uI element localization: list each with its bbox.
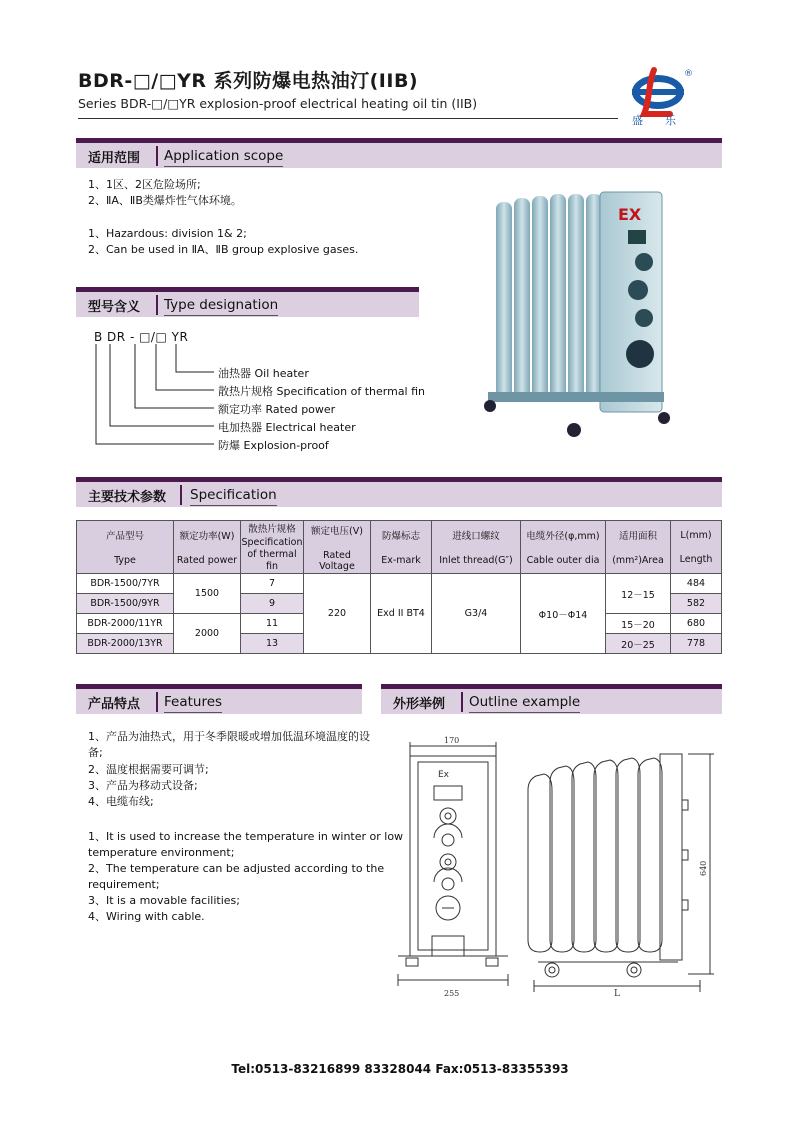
product-photo	[478, 186, 678, 438]
column-header: L(mm) Length	[671, 521, 722, 574]
scope-en-line: 1、Hazardous: division 1& 2;	[88, 227, 247, 240]
page-subtitle: Series BDR-□/□YR explosion-proof electrical heating oil tin (IIB)	[78, 96, 478, 111]
cell-power: 1500	[174, 574, 241, 614]
feature-en-line: 4、Wiring with cable.	[88, 910, 205, 923]
cell-power: 2000	[174, 614, 241, 654]
scope-cn-line: 1、1区、2区危险场所;	[88, 178, 201, 191]
cell-type: BDR-2000/11YR	[77, 614, 174, 634]
designation-item: 电加热器 Electrical heater	[218, 421, 356, 434]
designation-leader-lines	[90, 344, 220, 450]
title-divider	[78, 118, 618, 119]
designation-item: 额定功率 Rated power	[218, 403, 336, 416]
designation-item: 防爆 Explosion-proof	[218, 439, 329, 452]
outline-drawing	[388, 730, 724, 1002]
feature-en-line: 1、It is used to increase the temperature in winter or low	[88, 830, 404, 843]
column-header: 产品型号 Type	[77, 521, 174, 574]
contact-footer: Tel:0513-83216899 83328044 Fax:0513-83355393	[231, 1062, 569, 1076]
table-header-row	[77, 521, 722, 574]
feature-cn-line: 备;	[88, 746, 103, 759]
section-outline-example	[381, 684, 722, 714]
cell-type: BDR-1500/7YR	[77, 574, 174, 594]
feature-en-line: 3、It is a movable facilities;	[88, 894, 240, 907]
section-cn-label: 主要技术参数	[88, 490, 167, 505]
cell-fin: 11	[241, 614, 304, 634]
column-header: 适用面积 (mm²)Area	[606, 521, 671, 574]
cell-fin: 9	[241, 594, 304, 614]
feature-cn-line: 4、电缆布线;	[88, 795, 154, 808]
feature-en-line: 2、The temperature can be adjusted according to the	[88, 862, 385, 875]
designation-item: 油热器 Oil heater	[218, 367, 309, 380]
cell-length: 582	[671, 594, 722, 614]
cell-fin: 13	[241, 634, 304, 654]
feature-cn-line: 3、产品为移动式设备;	[88, 779, 198, 792]
registered-mark: ®	[684, 69, 693, 79]
cell-voltage: 220	[304, 574, 371, 654]
designation-item: 散热片规格 Specification of thermal fin	[218, 385, 426, 398]
table-row	[77, 574, 722, 594]
feature-cn-line: 2、温度根据需要可调节;	[88, 763, 209, 776]
brand-name: 盛乐	[632, 114, 698, 127]
cell-thread: G3/4	[432, 574, 521, 654]
feature-en-line: temperature environment;	[88, 846, 235, 859]
section-en-label: Type designation	[164, 297, 278, 316]
cell-area: 20－25	[606, 634, 671, 654]
scope-cn-line: 2、ⅡA、ⅡB类爆炸性气体环境。	[88, 194, 242, 207]
dim-base-label: 255	[444, 989, 460, 998]
specification-table	[76, 520, 722, 654]
photo-ex-mark: EX	[618, 205, 642, 224]
column-header: 防爆标志 Ex-mark	[371, 521, 432, 574]
section-en-label: Features	[164, 694, 222, 713]
cell-exmark: Exd II BT4	[371, 574, 432, 654]
panel-ex-label: Ex	[438, 770, 450, 780]
section-en-label: Application scope	[164, 148, 283, 167]
section-cn-label: 适用范围	[88, 151, 141, 166]
column-header: 进线口螺纹 Inlet thread(G″)	[432, 521, 521, 574]
cell-type: BDR-2000/13YR	[77, 634, 174, 654]
dim-length-label: L	[614, 989, 620, 999]
cell-cable: Φ10－Φ14	[521, 574, 606, 654]
cell-length: 484	[671, 574, 722, 594]
section-features	[76, 684, 362, 714]
scope-en-line: 2、Can be used in ⅡA、ⅡB group explosive gases.	[88, 243, 359, 256]
column-header: 散热片规格 Specification of thermal fin	[241, 521, 304, 574]
section-en-label: Specification	[190, 487, 277, 506]
section-type-designation	[76, 287, 419, 317]
page-title: BDR-□/□YR 系列防爆电热油汀(IIB)	[78, 70, 419, 92]
section-cn-label: 型号含义	[88, 300, 141, 315]
column-header: 电缆外径(φ,mm) Cable outer dia	[521, 521, 606, 574]
feature-en-line: requirement;	[88, 878, 160, 891]
section-cn-label: 外形举例	[393, 697, 446, 712]
cell-length: 680	[671, 614, 722, 634]
column-header: 额定功率(W) Rated power	[174, 521, 241, 574]
section-en-label: Outline example	[469, 694, 580, 713]
column-header: 额定电压(V) Rated Voltage	[304, 521, 371, 574]
dim-height-label: 640	[699, 860, 708, 876]
section-cn-label: 产品特点	[88, 697, 141, 712]
cell-length: 778	[671, 634, 722, 654]
model-code: B DR - □/□ YR	[94, 330, 189, 344]
section-specification	[76, 477, 722, 507]
cell-fin: 7	[241, 574, 304, 594]
dim-width-label: 170	[444, 736, 460, 745]
cell-area: 15－20	[606, 614, 671, 634]
cell-type: BDR-1500/9YR	[77, 594, 174, 614]
cell-area: 12－15	[606, 574, 671, 614]
section-application-scope	[76, 138, 722, 168]
feature-cn-line: 1、产品为油热式，用于冬季限暖或增加低温环境温度的设	[88, 730, 370, 743]
